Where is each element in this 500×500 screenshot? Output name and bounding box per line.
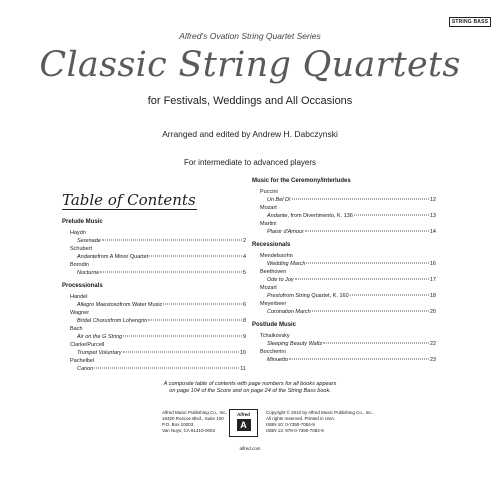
- piece-source: from Water Music: [119, 302, 163, 308]
- piece-title: Serenade: [77, 238, 101, 244]
- copyright-line: ISBN 10: 0-7390-7084-9: [266, 422, 315, 427]
- piece-title: Sleeping Beauty Waltz: [267, 341, 323, 347]
- dot-leader: [350, 295, 429, 296]
- piece-source: , from Divertimento, K. 136: [287, 213, 353, 219]
- piece-title: Air on the G String: [77, 334, 123, 340]
- address-line: 16320 Roscoe Blvd., Suite 100: [162, 416, 224, 421]
- page-title: Classic String Quartets: [39, 45, 461, 85]
- page-number: 10: [239, 350, 246, 356]
- logo-mark-icon: A: [237, 419, 251, 431]
- series-name: Alfred's Ovation String Quartet Series: [179, 31, 321, 41]
- page-number: 9: [242, 334, 246, 340]
- toc-left-column: [62, 218, 246, 378]
- composer-name: Meyerbeer: [260, 301, 287, 307]
- arranger-credit: Arranged and edited by Andrew H. Dabczynski: [162, 129, 338, 139]
- website-url[interactable]: alfred.com: [239, 446, 261, 451]
- dot-leader: [94, 368, 239, 369]
- page-number: 23: [429, 357, 436, 363]
- toc-entry[interactable]: [252, 308, 436, 316]
- toc-entry[interactable]: [252, 260, 436, 268]
- dot-leader: [354, 215, 429, 216]
- page-number: 20: [429, 309, 436, 315]
- piece-title: Un Bel Dì: [267, 197, 291, 203]
- toc-section: [62, 218, 246, 277]
- toc-entry[interactable]: [62, 253, 246, 261]
- dot-leader: [306, 263, 428, 264]
- subtitle: for Festivals, Weddings and All Occasions: [147, 95, 353, 107]
- address-line: Van Nuys, CA 91410-0003: [162, 428, 215, 433]
- composer-name: Boccherini: [260, 349, 286, 355]
- toc-entry[interactable]: [252, 228, 436, 236]
- copyright-line: Copyright © 2010 by Alfred Music Publishing Co., Inc.: [266, 410, 373, 415]
- composer-name: Schubert: [70, 246, 93, 252]
- level-note: For intermediate to advanced players: [183, 158, 317, 167]
- toc-entry[interactable]: [252, 212, 436, 220]
- page-number: 5: [242, 270, 246, 276]
- piece-title: Coronation March: [267, 309, 311, 315]
- page-number: 13: [429, 213, 436, 219]
- composer-name: Beethoven: [260, 269, 287, 275]
- piece-source: from A Minor Quartet: [97, 254, 149, 260]
- dot-leader: [312, 311, 429, 312]
- copyright-line: ISBN 13: 978-0-7390-7084-9: [266, 428, 324, 433]
- piece-source: from Lohengrin: [110, 318, 148, 324]
- page-number: 2: [242, 238, 246, 244]
- section-title: Recessionals: [252, 242, 291, 248]
- dot-leader: [163, 304, 242, 305]
- page-number: 6: [242, 302, 246, 308]
- piece-title: Canon: [77, 366, 94, 372]
- toc-section: [252, 321, 436, 364]
- dot-leader: [323, 343, 429, 344]
- piece-title: Wedding March: [267, 261, 306, 267]
- toc-entry[interactable]: [62, 333, 246, 341]
- toc-divider: [62, 209, 197, 210]
- toc-entry[interactable]: [62, 349, 246, 357]
- composer-name: Clarke/Purcell: [70, 342, 105, 348]
- dot-leader: [148, 320, 242, 321]
- dot-leader: [100, 272, 242, 273]
- section-title: Postlude Music: [252, 322, 297, 328]
- composer-name: Tchaikovsky: [260, 333, 290, 339]
- toc-right-column: [252, 177, 436, 369]
- section-title: Processionals: [62, 283, 103, 289]
- page-number: 18: [429, 293, 436, 299]
- note-line: on page 104 of the Score and on page 24 of the String Bass book.: [169, 388, 331, 394]
- section-title: Music for the Ceremony/Interludes: [252, 178, 351, 184]
- toc-entry[interactable]: [62, 237, 246, 245]
- composer-name: Mozart: [260, 205, 277, 211]
- composer-name: Pachelbel: [70, 358, 95, 364]
- note-line: A composite table of contents with page numbers for all books appears: [163, 381, 337, 387]
- composer-name: Martini: [260, 221, 277, 227]
- page-number: 8: [242, 318, 246, 324]
- alfred-logo: [229, 409, 258, 437]
- composer-name: Haydn: [70, 230, 86, 236]
- piece-title: Bridal Chorus: [77, 318, 111, 324]
- toc-entry[interactable]: [62, 269, 246, 277]
- toc-heading: Table of Contents: [62, 191, 196, 209]
- page-number: 11: [240, 366, 246, 372]
- dot-leader: [102, 240, 242, 241]
- composite-note: [62, 381, 438, 395]
- dot-leader: [305, 231, 429, 232]
- logo-word: Alfred: [236, 412, 250, 417]
- dot-leader: [289, 359, 429, 360]
- toc-entry[interactable]: [62, 317, 246, 325]
- dot-leader: [149, 256, 242, 257]
- composer-name: Puccini: [260, 189, 278, 195]
- composer-name: Borodin: [70, 262, 89, 268]
- toc-section: [252, 177, 436, 236]
- page-number: 16: [429, 261, 436, 267]
- publisher-address: [162, 410, 227, 434]
- piece-title: Ode to Joy: [267, 277, 294, 283]
- section-title: Prelude Music: [62, 219, 103, 225]
- toc-entry[interactable]: [252, 340, 436, 348]
- piece-title: Minuetto: [267, 357, 289, 363]
- piece-title: Nocturne: [77, 270, 100, 276]
- piece-title: Plaisir d'Amour: [267, 229, 304, 235]
- page-number: 22: [429, 341, 436, 347]
- composer-name: Mendelssohn: [260, 253, 293, 259]
- piece-title: Andante: [267, 213, 288, 219]
- page-number: 4: [242, 254, 246, 260]
- instrument-badge: STRING BASS: [449, 17, 491, 27]
- composer-name: Bach: [70, 326, 83, 332]
- dot-leader: [295, 279, 429, 280]
- toc-entry[interactable]: [252, 196, 436, 204]
- piece-title: Trumpet Voluntary: [77, 350, 122, 356]
- piece-source: from String Quartet, K. 160: [282, 293, 349, 299]
- toc-section: [252, 241, 436, 316]
- page-number: 12: [429, 197, 436, 203]
- copyright-line: All rights reserved. Printed in USA.: [266, 416, 336, 421]
- piece-title: Allegro Maestoso: [77, 302, 120, 308]
- copyright-block: [266, 410, 373, 434]
- piece-title: Andante: [77, 254, 98, 260]
- toc-entry[interactable]: [252, 356, 436, 364]
- piece-title: Presto: [267, 293, 283, 299]
- toc-entry[interactable]: [62, 365, 246, 373]
- toc-section: [62, 282, 246, 373]
- composer-name: Wagner: [70, 310, 90, 316]
- dot-leader: [123, 336, 242, 337]
- page-number: 17: [429, 277, 436, 283]
- dot-leader: [292, 199, 429, 200]
- dot-leader: [123, 352, 239, 353]
- toc-entry[interactable]: [252, 292, 436, 300]
- address-line: P.O. Box 10003: [162, 422, 194, 427]
- composer-name: Handel: [70, 294, 88, 300]
- toc-entry[interactable]: [62, 301, 246, 309]
- address-line: Alfred Music Publishing Co., Inc.: [162, 410, 227, 415]
- page-number: 14: [429, 229, 436, 235]
- toc-entry[interactable]: [252, 276, 436, 284]
- composer-name: Mozart: [260, 285, 277, 291]
